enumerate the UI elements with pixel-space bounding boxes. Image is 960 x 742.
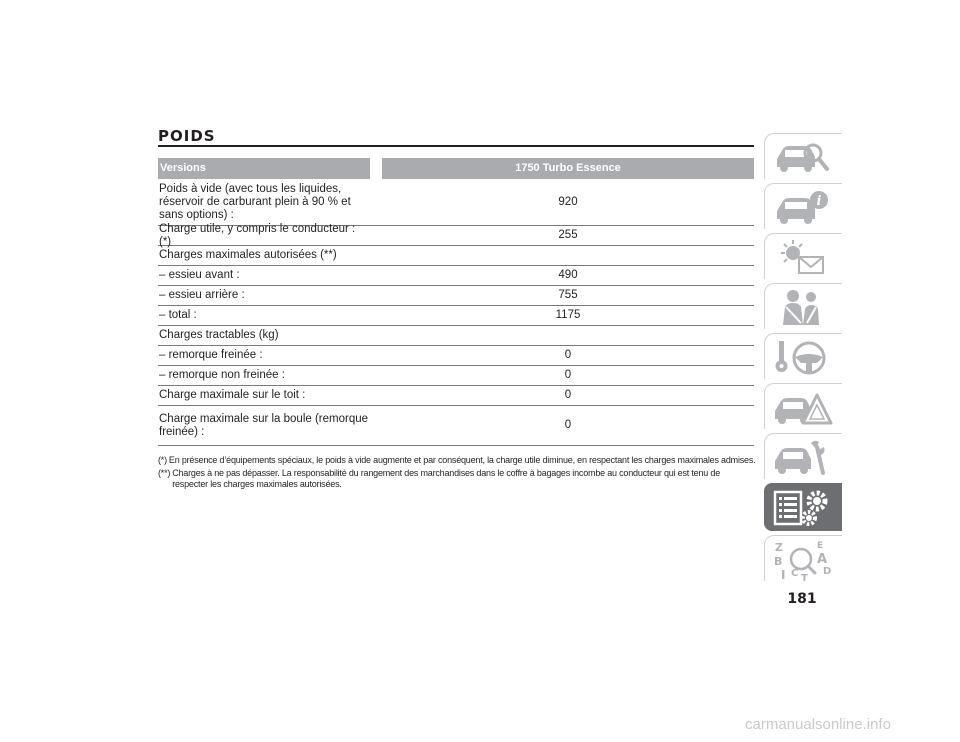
row-value: 0 [564, 369, 572, 381]
index-letter: E [817, 541, 824, 551]
table-header [158, 158, 754, 179]
header-gap [370, 158, 382, 179]
car-info-icon [771, 187, 835, 227]
chapter-tab-technical-data[interactable] [764, 483, 842, 531]
chapter-tab-driving[interactable] [764, 333, 842, 379]
footnote [158, 455, 758, 466]
weights-table [158, 158, 754, 446]
seatbelt-person-icon [771, 287, 835, 327]
watermark: carmanualsonline.info [745, 716, 891, 733]
index-letter: D [823, 566, 832, 577]
table-row [158, 406, 754, 446]
row-value: 490 [558, 269, 578, 281]
key-steering-wheel-icon [771, 337, 835, 377]
table-row [158, 386, 754, 406]
footnote-mark: (**) [158, 468, 171, 478]
chapter-tab-getting-to-know[interactable] [764, 133, 842, 179]
chapter-tab-index[interactable] [764, 535, 842, 581]
alphabetical-index-icon [771, 539, 835, 581]
section-title: POIDS [158, 127, 216, 145]
row-label: – remorque non freinée : [159, 369, 285, 381]
index-letter: I [781, 568, 786, 581]
car-search-icon [771, 137, 835, 177]
index-letter: A [817, 552, 828, 567]
row-value: 0 [564, 349, 572, 361]
row-label: – essieu arrière : [159, 289, 245, 301]
index-letter: T [801, 573, 808, 581]
row-label: – remorque freinée : [159, 349, 263, 361]
table-row [158, 306, 754, 326]
row-label: Charge utile, y compris le conducteur : (*) [159, 222, 356, 248]
footnote-text: Charges à ne pas dépasser. La responsabilité du rangement des marchandises dans le coffre à bagages incombe au conducteur qui est tenu de respecter les charges maximales autorisées. [172, 468, 721, 489]
header-versions: Versions [158, 158, 370, 179]
header-engine: 1750 Turbo Essence [382, 158, 754, 179]
row-value: 755 [558, 289, 578, 301]
table-row [158, 326, 754, 346]
table-row [158, 346, 754, 366]
warning-light-message-icon [771, 237, 835, 277]
row-label: – total : [159, 309, 197, 321]
chapter-tab-emergency[interactable] [764, 383, 842, 429]
index-letter: Z [775, 541, 783, 554]
chapter-tab-instruments[interactable] [764, 183, 842, 229]
row-label: Charges tractables (kg) [159, 329, 279, 341]
row-value: 0 [564, 419, 572, 431]
footnote-mark: (*) [158, 455, 167, 465]
page-number: 181 [787, 591, 817, 607]
row-label: Charges maximales autorisées (**) [159, 249, 337, 261]
table-row [158, 366, 754, 386]
car-wrench-icon [771, 437, 835, 477]
index-letter: B [774, 555, 783, 568]
chapter-tabs [764, 133, 842, 585]
title-rule [158, 145, 754, 147]
row-label: – essieu avant : [159, 269, 240, 281]
table-row [158, 266, 754, 286]
index-letter: C [791, 568, 799, 579]
footnotes [158, 455, 758, 492]
footnote-text: En présence d’équipements spéciaux, le poids à vide augmente et par conséquent, la charge utile diminue, en respectant les charges maximales admises. [168, 455, 756, 465]
row-value: 920 [558, 195, 578, 208]
row-label: Charge maximale sur le toit : [159, 389, 306, 401]
chapter-tab-warnings[interactable] [764, 233, 842, 279]
row-value: 255 [558, 229, 578, 241]
table-row [158, 286, 754, 306]
chapter-tab-maintenance[interactable] [764, 433, 842, 479]
row-label: Poids à vide (avec tous les liquides, réservoir de carburant plein à 90 % et sans options) : [159, 182, 351, 221]
row-value: 0 [564, 389, 572, 401]
table-row [158, 222, 754, 248]
footnote [158, 468, 758, 490]
car-warning-triangle-icon [771, 387, 835, 427]
row-label: Charge maximale sur la boule (remorque freinée) : [159, 412, 369, 438]
svg-text:i: i [816, 194, 822, 209]
table-row [158, 246, 754, 266]
chapter-tab-safety[interactable] [764, 283, 842, 329]
technical-data-gear-icon [771, 487, 835, 529]
row-value: 1175 [555, 309, 581, 321]
